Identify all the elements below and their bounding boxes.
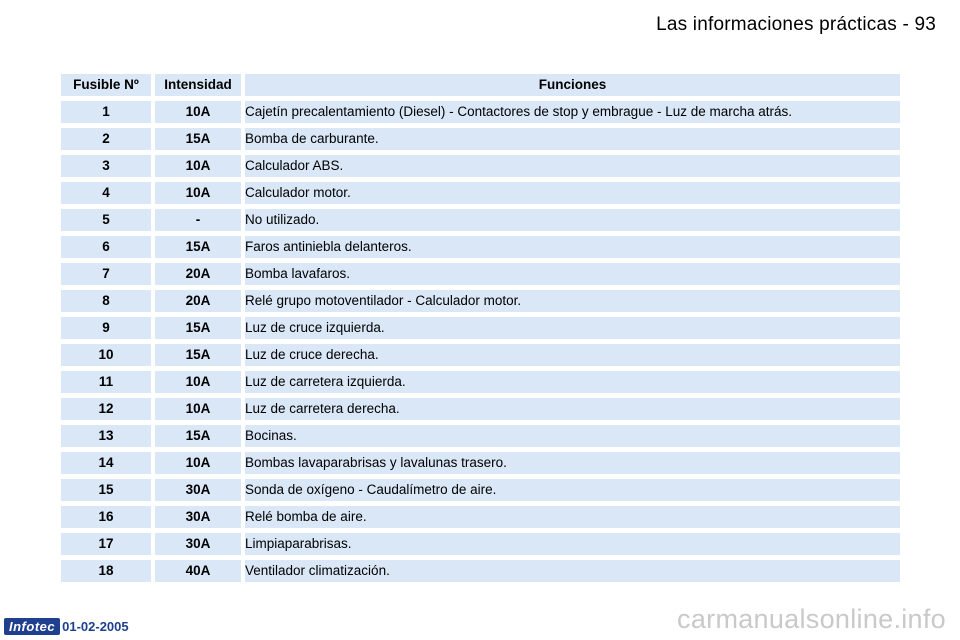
intensity-cell: -: [155, 209, 241, 231]
column-header-intensity: Intensidad: [155, 74, 241, 96]
fuse-number-cell: 18: [61, 560, 151, 582]
fuse-number-cell: 2: [61, 128, 151, 150]
fuse-number-cell: 11: [61, 371, 151, 393]
intensity-cell: 10A: [155, 452, 241, 474]
function-cell: Bomba de carburante.: [245, 128, 900, 150]
table-row: [61, 344, 900, 366]
intensity-cell: 10A: [155, 182, 241, 204]
fuse-number-cell: 4: [61, 182, 151, 204]
intensity-cell: 10A: [155, 155, 241, 177]
table-row: [61, 182, 900, 204]
table-row: [61, 236, 900, 258]
table-row: [61, 263, 900, 285]
fuse-number-cell: 13: [61, 425, 151, 447]
intensity-cell: 40A: [155, 560, 241, 582]
table-row: [61, 452, 900, 474]
function-cell: Luz de carretera derecha.: [245, 398, 900, 420]
intensity-cell: 15A: [155, 425, 241, 447]
table-row: [61, 101, 900, 123]
function-cell: Relé grupo motoventilador - Calculador motor.: [245, 290, 900, 312]
fuse-number-cell: 16: [61, 506, 151, 528]
function-cell: Ventilador climatización.: [245, 560, 900, 582]
fuse-table-body: [61, 101, 900, 582]
function-cell: Luz de cruce izquierda.: [245, 317, 900, 339]
table-row: [61, 533, 900, 555]
table-row: [61, 371, 900, 393]
fuse-number-cell: 17: [61, 533, 151, 555]
column-header-fuse-number: Fusible Nº: [61, 74, 151, 96]
fuse-number-cell: 8: [61, 290, 151, 312]
table-row: [61, 209, 900, 231]
edition-date: 01-02-2005: [62, 619, 129, 634]
intensity-cell: 15A: [155, 344, 241, 366]
function-cell: Sonda de oxígeno - Caudalímetro de aire.: [245, 479, 900, 501]
function-cell: Limpiaparabrisas.: [245, 533, 900, 555]
function-cell: Calculador motor.: [245, 182, 900, 204]
fuse-number-cell: 1: [61, 101, 151, 123]
function-cell: No utilizado.: [245, 209, 900, 231]
intensity-cell: 20A: [155, 263, 241, 285]
fuse-number-cell: 10: [61, 344, 151, 366]
function-cell: Calculador ABS.: [245, 155, 900, 177]
table-row: [61, 479, 900, 501]
intensity-cell: 30A: [155, 479, 241, 501]
function-cell: Luz de cruce derecha.: [245, 344, 900, 366]
intensity-cell: 20A: [155, 290, 241, 312]
fuse-number-cell: 9: [61, 317, 151, 339]
intensity-cell: 30A: [155, 533, 241, 555]
column-header-functions: Funciones: [245, 74, 900, 96]
function-cell: Cajetín precalentamiento (Diesel) - Contactores de stop y embrague - Luz de marcha atrás.: [245, 101, 900, 123]
table-row: [61, 398, 900, 420]
table-row: [61, 560, 900, 582]
intensity-cell: 15A: [155, 128, 241, 150]
fuse-number-cell: 15: [61, 479, 151, 501]
intensity-cell: 30A: [155, 506, 241, 528]
function-cell: Bocinas.: [245, 425, 900, 447]
fuse-number-cell: 5: [61, 209, 151, 231]
table-row: [61, 506, 900, 528]
fuse-number-cell: 7: [61, 263, 151, 285]
fuse-number-cell: 3: [61, 155, 151, 177]
infotec-logo: Infotec: [4, 618, 60, 635]
table-row: [61, 128, 900, 150]
footer: [4, 618, 129, 635]
table-header-row: [61, 74, 900, 96]
function-cell: Faros antiniebla delanteros.: [245, 236, 900, 258]
intensity-cell: 10A: [155, 371, 241, 393]
intensity-cell: 10A: [155, 101, 241, 123]
function-cell: Bombas lavaparabrisas y lavalunas trasero.: [245, 452, 900, 474]
fuse-number-cell: 14: [61, 452, 151, 474]
intensity-cell: 10A: [155, 398, 241, 420]
fuse-number-cell: 12: [61, 398, 151, 420]
page-title: Las informaciones prácticas - 93: [656, 14, 936, 35]
intensity-cell: 15A: [155, 317, 241, 339]
table-row: [61, 290, 900, 312]
fuse-table: [57, 69, 904, 587]
table-row: [61, 425, 900, 447]
function-cell: Luz de carretera izquierda.: [245, 371, 900, 393]
intensity-cell: 15A: [155, 236, 241, 258]
table-row: [61, 155, 900, 177]
table-row: [61, 317, 900, 339]
function-cell: Relé bomba de aire.: [245, 506, 900, 528]
site-watermark: carmanualsonline.info: [677, 604, 946, 634]
function-cell: Bomba lavafaros.: [245, 263, 900, 285]
fuse-number-cell: 6: [61, 236, 151, 258]
